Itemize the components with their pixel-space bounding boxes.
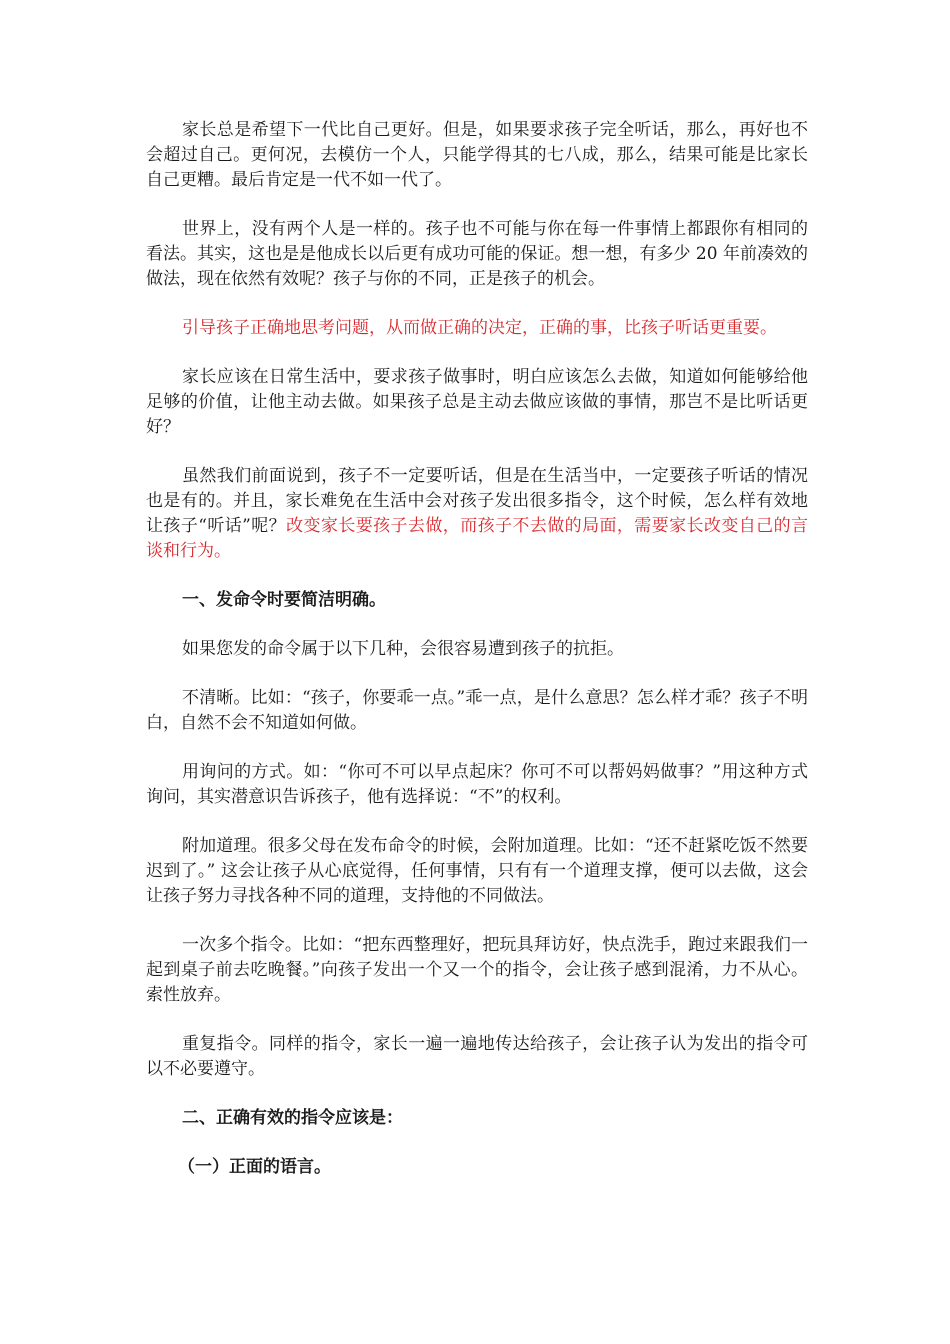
paragraph-8: 用询问的方式。如：“你可不可以早点起床？你可不可以帮妈妈做事？”用这种方式询问，其实潜意识告诉孩子，他有选择说：“不”的权利。 — [146, 762, 808, 807]
subsection-heading-1: （一）正面的语言。 — [178, 1157, 331, 1177]
document-body — [146, 118, 808, 1204]
paragraph-1: 家长总是希望下一代比自己更好。但是，如果要求孩子完全听话，那么，再好也不会超过自己。更何况，去模仿一个人，只能学得其的七八成，那么，结果可能是比家长自己更糟。最后肯定是一代不如一代了。 — [146, 120, 808, 190]
paragraph-11: 重复指令。同样的指令，家长一遍一遍地传达给孩子，会让孩子认为发出的指令可以不必要遵守。 — [146, 1034, 808, 1079]
section-heading-1: 一、发命令时要简洁明确。 — [182, 590, 386, 610]
paragraph-5-highlight: 改变家长要孩子去做，而孩子不去做的局面，需要家长改变自己的言谈和行为。 — [146, 516, 809, 561]
paragraph-4: 家长应该在日常生活中，要求孩子做事时，明白应该怎么去做，知道如何能够给他足够的价值，让他主动去做。如果孩子总是主动去做应该做的事情，那岂不是比听话更好？ — [146, 367, 808, 437]
highlight-paragraph: 引导孩子正确地思考问题，从而做正确的决定，正确的事，比孩子听话更重要。 — [182, 318, 777, 338]
paragraph-7: 不清晰。比如：“孩子，你要乖一点。”乖一点，是什么意思？怎么样才乖？孩子不明白，自然不会不知道如何做。 — [146, 688, 808, 733]
paragraph-9: 附加道理。很多父母在发布命令的时候，会附加道理。比如：“还不赶紧吃饭不然要迟到了。” 这会让孩子从心底觉得，任何事情，只有有一个道理支撑，便可以去做，这会让孩子努力寻找各种不同的道理，支持他的不同做法。 — [146, 836, 808, 906]
paragraph-5 — [146, 464, 808, 564]
section-heading-2: 二、正确有效的指令应该是： — [182, 1108, 403, 1128]
paragraph-6: 如果您发的命令属于以下几种，会很容易遭到孩子的抗拒。 — [182, 639, 624, 659]
paragraph-2: 世界上，没有两个人是一样的。孩子也不可能与你在每一件事情上都跟你有相同的看法。其实，这也是是他成长以后更有成功可能的保证。想一想，有多少 20 年前凑效的做法，现在依然有效呢？孩子与你的不同，正是孩子的机会。 — [146, 219, 808, 289]
paragraph-5-text: 虽然我们前面说到，孩子不一定要听话，但是在生活当中，一定要孩子听话的情况也是有的。并且，家长难免在生活中会对孩子发出很多指令，这个时候，怎么样有效地让孩子“听话”呢？ — [146, 466, 808, 536]
paragraph-10: 一次多个指令。比如：“把东西整理好，把玩具拜访好，快点洗手，跑过来跟我们一起到桌子前去吃晚餐。”向孩子发出一个又一个的指令，会让孩子感到混淆，力不从心。索性放弃。 — [146, 935, 808, 1005]
